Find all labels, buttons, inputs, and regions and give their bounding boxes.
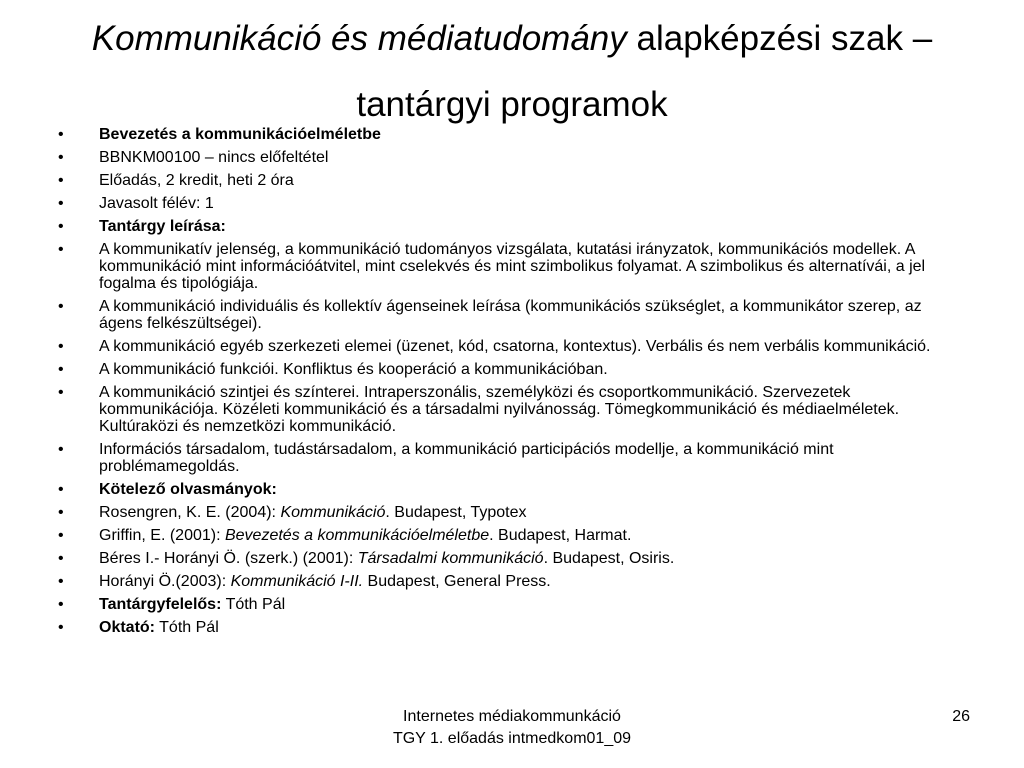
item-italic-title: Kommunikáció bbox=[280, 504, 386, 521]
item-after-text: Tóth Pál bbox=[221, 596, 286, 613]
item-bold-text: Tantárgyfelelős: bbox=[99, 596, 222, 613]
list-item bbox=[58, 149, 938, 166]
item-text: Előadás, 2 kredit, heti 2 óra bbox=[99, 172, 294, 189]
item-text: A kommunikáció szintjei és színterei. Intraperszonális, személyközi és csoportkommunikáció. Szervezetek kommunikációja. Közéleti kommunikáció és a társadalmi nyilvánosság. Tömegkommunikáció és médiaelméletek. Kultúraközi és nemzetközi kommunikáció. bbox=[99, 384, 900, 435]
slide-title-italic: Kommunikáció és médiatudomány bbox=[91, 19, 627, 58]
slide-title-rest: alapképzési szak – tantárgyi programok bbox=[356, 19, 933, 124]
bullet-icon: • bbox=[58, 527, 64, 544]
item-bold-text: Kötelező olvasmányok: bbox=[99, 481, 277, 498]
bullet-icon: • bbox=[58, 384, 64, 401]
item-text: Béres I.- Horányi Ö. (szerk.) (2001): bbox=[99, 550, 358, 567]
bullet-icon: • bbox=[58, 550, 64, 567]
list-item bbox=[58, 504, 938, 521]
bullet-icon: • bbox=[58, 218, 64, 235]
bullet-icon: • bbox=[58, 149, 64, 166]
list-item bbox=[58, 550, 938, 567]
item-after-text: . Budapest, Osiris. bbox=[543, 550, 675, 567]
footer-course: Internetes médiakommunkáció bbox=[403, 708, 621, 725]
list-item bbox=[58, 338, 938, 355]
item-after-text: . Budapest, Harmat. bbox=[489, 527, 632, 544]
bullet-icon: • bbox=[58, 596, 64, 613]
bullet-icon: • bbox=[58, 126, 64, 143]
bullet-icon: • bbox=[58, 195, 64, 212]
item-bold-text: Bevezetés a kommunikációelméletbe bbox=[99, 126, 381, 143]
bullet-icon: • bbox=[58, 241, 64, 258]
list-item bbox=[58, 527, 938, 544]
list-item bbox=[58, 573, 938, 590]
item-text: A kommunikáció egyéb szerkezeti elemei (üzenet, kód, csatorna, kontextus). Verbális és nem verbális kommunikáció. bbox=[99, 338, 931, 355]
list-item bbox=[58, 481, 938, 498]
item-text: Javasolt félév: 1 bbox=[99, 195, 214, 212]
list-item bbox=[58, 218, 938, 235]
item-text: A kommunikáció funkciói. Konfliktus és kooperáció a kommunikációban. bbox=[99, 361, 608, 378]
bullet-icon: • bbox=[58, 504, 64, 521]
list-item bbox=[58, 241, 938, 292]
item-text: Griffin, E. (2001): bbox=[99, 527, 225, 544]
bullet-icon: • bbox=[58, 361, 64, 378]
item-bold-text: Oktató: bbox=[99, 619, 155, 636]
list-item bbox=[58, 384, 938, 435]
list-item bbox=[58, 195, 938, 212]
list-item bbox=[58, 172, 938, 189]
item-after-text: Budapest, General Press. bbox=[363, 573, 551, 590]
list-item bbox=[58, 596, 938, 613]
item-bold-text: Tantárgy leírása: bbox=[99, 218, 226, 235]
item-italic-title: Bevezetés a kommunikációelméletbe bbox=[224, 527, 490, 544]
list-item bbox=[58, 361, 938, 378]
bullet-icon: • bbox=[58, 573, 64, 590]
item-text: Rosengren, K. E. (2004): bbox=[99, 504, 281, 521]
item-text: A kommunikatív jelenség, a kommunikáció tudományos vizsgálata, kutatási irányzatok, kommunikációs modellek. A kommunikáció mint információátvitel, mint cselekvés és mint szimbolikus folyamat. A szimbolikus és alternatívái, a jel fogalma és tipológiája. bbox=[99, 241, 926, 292]
bullet-icon: • bbox=[58, 619, 64, 636]
bullet-icon: • bbox=[58, 338, 64, 355]
item-italic-title: Kommunikáció I-II. bbox=[230, 573, 364, 590]
list-item bbox=[58, 441, 938, 475]
bullet-icon: • bbox=[58, 441, 64, 458]
bullet-icon: • bbox=[58, 172, 64, 189]
item-text: Horányi Ö.(2003): bbox=[99, 573, 231, 590]
slide-title bbox=[40, 6, 984, 138]
footer bbox=[310, 706, 714, 750]
list-item bbox=[58, 298, 938, 332]
list-item bbox=[58, 619, 938, 636]
item-text: BBNKM00100 – nincs előfeltétel bbox=[99, 149, 329, 166]
item-text: A kommunikáció individuális és kollektív ágenseinek leírása (kommunikációs szükséglet, a kommunikátor szerep, az ágens felkészültségei). bbox=[99, 298, 922, 332]
item-after-text: . Budapest, Typotex bbox=[385, 504, 527, 521]
page-number: 26 bbox=[952, 708, 970, 725]
bullet-list bbox=[58, 126, 938, 642]
item-text: Információs társadalom, tudástársadalom, a kommunikáció participációs modellje, a kommunikáció mint problémamegoldás. bbox=[99, 441, 834, 475]
item-after-text: Tóth Pál bbox=[155, 619, 219, 636]
list-item bbox=[58, 126, 938, 143]
bullet-icon: • bbox=[58, 298, 64, 315]
item-italic-title: Társadalmi kommunikáció bbox=[357, 550, 544, 567]
bullet-icon: • bbox=[58, 481, 64, 498]
footer-lecture: TGY 1. előadás intmedkom01_09 bbox=[392, 730, 632, 747]
